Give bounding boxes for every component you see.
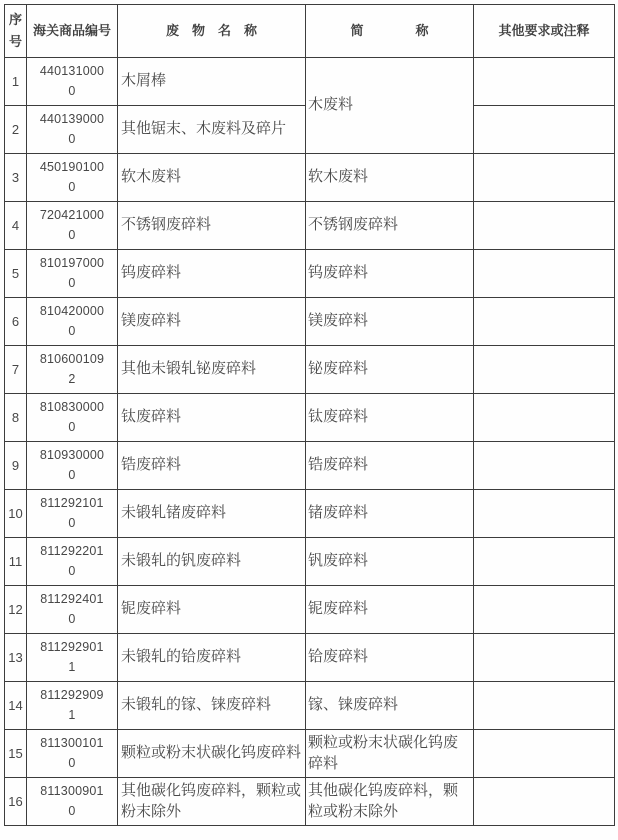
name-cell: 锆废碎料: [118, 442, 306, 490]
table-row: [5, 202, 615, 250]
short-cell: 软木废料: [306, 154, 474, 202]
notes-cell: [474, 442, 615, 490]
customs-waste-table: [4, 4, 615, 826]
name-cell: 其他锯末、木废料及碎片: [118, 106, 306, 154]
code-cell: 8112929011: [27, 634, 118, 682]
short-cell: 铋废碎料: [306, 346, 474, 394]
table-row: [5, 394, 615, 442]
code-cell: 8112921010: [27, 490, 118, 538]
code-cell: 8113009010: [27, 778, 118, 826]
code-cell: 8101970000: [27, 250, 118, 298]
name-cell: 不锈钢废碎料: [118, 202, 306, 250]
table-row: [5, 586, 615, 634]
header-name: 废 物 名 称: [118, 5, 306, 58]
name-cell: 未锻轧的镓、铼废碎料: [118, 682, 306, 730]
table-header-row: [5, 5, 615, 58]
seq-cell: 10: [5, 490, 27, 538]
seq-cell: 1: [5, 58, 27, 106]
short-cell: 钛废碎料: [306, 394, 474, 442]
notes-cell: [474, 538, 615, 586]
name-cell: 未锻轧的铪废碎料: [118, 634, 306, 682]
code-cell: 7204210000: [27, 202, 118, 250]
notes-cell: [474, 202, 615, 250]
notes-cell: [474, 250, 615, 298]
short-cell: 铪废碎料: [306, 634, 474, 682]
seq-cell: 7: [5, 346, 27, 394]
name-cell: 木屑棒: [118, 58, 306, 106]
code-cell: 8106001092: [27, 346, 118, 394]
table-row: [5, 346, 615, 394]
header-notes: 其他要求或注释: [474, 5, 615, 58]
code-cell: 4501901000: [27, 154, 118, 202]
notes-cell: [474, 634, 615, 682]
short-cell-merged: 木废料: [306, 58, 474, 154]
seq-cell: 2: [5, 106, 27, 154]
code-cell: 8112922010: [27, 538, 118, 586]
short-cell: 镓、铼废碎料: [306, 682, 474, 730]
code-cell: 4401390000: [27, 106, 118, 154]
seq-cell: 13: [5, 634, 27, 682]
seq-cell: 3: [5, 154, 27, 202]
seq-cell: 12: [5, 586, 27, 634]
name-cell: 其他未锻轧铋废碎料: [118, 346, 306, 394]
short-cell: 其他碳化钨废碎料，颗粒或粉末除外: [306, 778, 474, 826]
name-cell: 未锻轧锗废碎料: [118, 490, 306, 538]
seq-cell: 8: [5, 394, 27, 442]
table-row: [5, 634, 615, 682]
table-row: [5, 298, 615, 346]
name-cell: 镁废碎料: [118, 298, 306, 346]
name-cell: 钛废碎料: [118, 394, 306, 442]
short-cell: 不锈钢废碎料: [306, 202, 474, 250]
name-cell: 未锻轧的钒废碎料: [118, 538, 306, 586]
table-row: [5, 778, 615, 826]
short-cell: 颗粒或粉末状碳化钨废碎料: [306, 730, 474, 778]
seq-cell: 6: [5, 298, 27, 346]
seq-cell: 16: [5, 778, 27, 826]
table-row: [5, 154, 615, 202]
code-cell: 8112929091: [27, 682, 118, 730]
code-cell: 8113001010: [27, 730, 118, 778]
code-cell: 8104200000: [27, 298, 118, 346]
notes-cell: [474, 154, 615, 202]
code-cell: 8112924010: [27, 586, 118, 634]
seq-cell: 4: [5, 202, 27, 250]
notes-cell: [474, 778, 615, 826]
name-cell: 颗粒或粉末状碳化钨废碎料: [118, 730, 306, 778]
table-row: [5, 442, 615, 490]
notes-cell: [474, 490, 615, 538]
notes-cell: [474, 58, 615, 106]
code-cell: 8108300000: [27, 394, 118, 442]
name-cell: 钨废碎料: [118, 250, 306, 298]
header-code: 海关商品编号: [27, 5, 118, 58]
notes-cell: [474, 730, 615, 778]
name-cell: 软木废料: [118, 154, 306, 202]
table-row: [5, 730, 615, 778]
seq-cell: 5: [5, 250, 27, 298]
seq-cell: 14: [5, 682, 27, 730]
notes-cell: [474, 106, 615, 154]
name-cell: 其他碳化钨废碎料，颗粒或粉末除外: [118, 778, 306, 826]
short-cell: 锆废碎料: [306, 442, 474, 490]
notes-cell: [474, 394, 615, 442]
short-cell: 钒废碎料: [306, 538, 474, 586]
header-short: 简 称: [306, 5, 474, 58]
notes-cell: [474, 298, 615, 346]
notes-cell: [474, 346, 615, 394]
notes-cell: [474, 586, 615, 634]
notes-cell: [474, 682, 615, 730]
table-row: [5, 682, 615, 730]
short-cell: 铌废碎料: [306, 586, 474, 634]
short-cell: 镁废碎料: [306, 298, 474, 346]
short-cell: 钨废碎料: [306, 250, 474, 298]
name-cell: 铌废碎料: [118, 586, 306, 634]
table-row: [5, 538, 615, 586]
short-cell: 锗废碎料: [306, 490, 474, 538]
table-row: [5, 490, 615, 538]
seq-cell: 11: [5, 538, 27, 586]
table-row: [5, 250, 615, 298]
code-cell: 8109300000: [27, 442, 118, 490]
table-row: [5, 58, 615, 106]
seq-cell: 15: [5, 730, 27, 778]
code-cell: 4401310000: [27, 58, 118, 106]
header-seq: 序号: [5, 5, 27, 58]
seq-cell: 9: [5, 442, 27, 490]
